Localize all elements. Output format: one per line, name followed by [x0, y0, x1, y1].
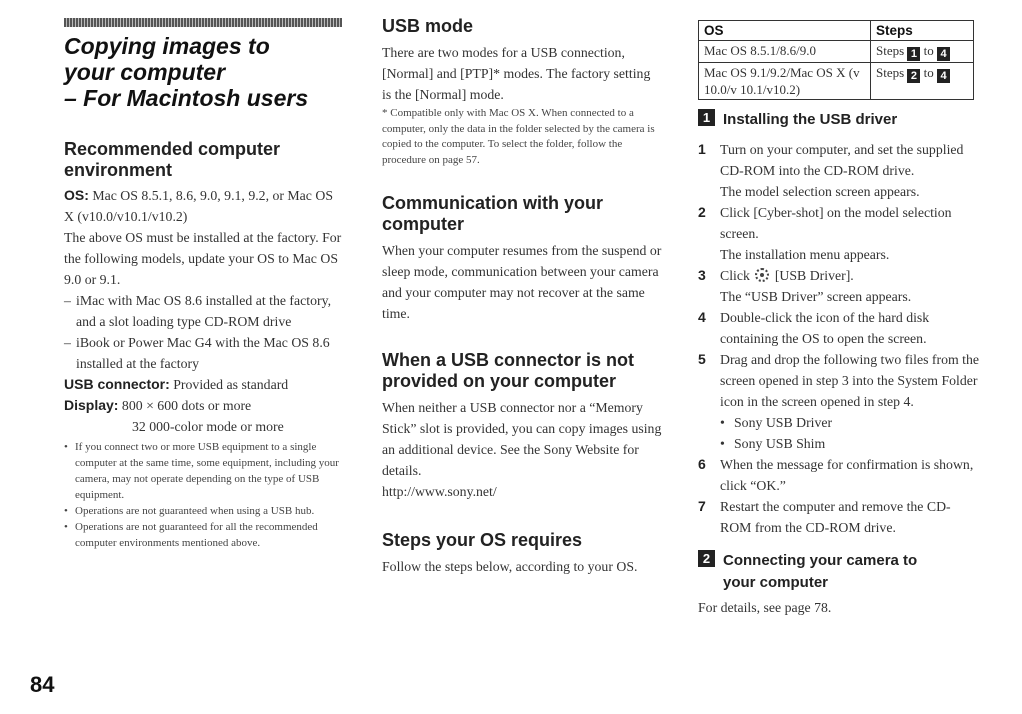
note-item [64, 439, 346, 503]
sony-website-url: http://www.sony.net/ [382, 483, 497, 499]
os-text: Mac OS 8.5.1, 8.6, 9.0, 9.1, 9.2, or Mac OS X (v10.0/v10.1/v10.2) [64, 188, 334, 224]
usb-mode-text: There are two modes for a USB connection, [Normal] and [PTP]* modes. The factory setting is the [Normal] mode. [382, 45, 651, 102]
display-label: Display: [64, 397, 119, 413]
section-title-line: your computer [723, 574, 829, 591]
to-word: to [923, 43, 934, 58]
usb-mode-heading: USB mode [382, 16, 474, 36]
bullet-marker: • [720, 415, 725, 430]
step-text: Drag and drop the following two files from the screen opened in step 3 into the System Folder icon in the screen opened in step 4. [720, 352, 980, 409]
step-text-post: [USB Driver]. [774, 268, 854, 283]
dash-marker: – [64, 293, 71, 308]
steps-word: Steps [876, 43, 905, 58]
step-result: The model selection screen appears. [720, 184, 920, 199]
heading-line: provided on your computer [382, 370, 617, 391]
step-number: 7 [698, 498, 706, 514]
dash-item [64, 332, 346, 374]
step-text [720, 265, 911, 286]
table-row [699, 63, 974, 100]
column-middle [382, 16, 662, 577]
file-name: Sony USB Shim [734, 436, 826, 451]
install-step [698, 454, 980, 496]
page-number: 84 [30, 672, 55, 697]
to-word: to [923, 65, 934, 80]
install-step [698, 496, 980, 538]
title-decoration-bar [64, 18, 342, 27]
dash-item [64, 290, 346, 332]
heading-line: computer [382, 213, 465, 234]
note-text: Operations are not guaranteed when using a USB hub. [75, 505, 315, 517]
install-step [698, 349, 980, 412]
heading-line: When a USB connector is not [382, 349, 635, 370]
communication-heading [382, 193, 662, 235]
usb-mode-note: * Compatible only with Mac OS X. When connected to a computer, only the data in the folder selected by the camera is copied to the computer. To select the folder, follow the procedure on page 57. [382, 107, 655, 167]
page-title [64, 33, 346, 111]
table-header-steps: Steps [871, 21, 974, 41]
column-left [64, 18, 346, 551]
step-number: 3 [698, 267, 706, 283]
step-number: 1 [698, 141, 706, 157]
steps-heading: Steps your OS requires [382, 529, 583, 550]
bullet-marker: • [720, 436, 725, 451]
step-text: Restart the computer and remove the CD-ROM from the CD-ROM drive. [720, 499, 951, 535]
step-result: The installation menu appears. [720, 247, 890, 262]
bullet-marker: • [64, 441, 68, 453]
step-number-badge: 1 [907, 47, 920, 61]
step-number-badge: 4 [937, 47, 950, 61]
note-item [64, 503, 346, 519]
file-list-item [698, 412, 980, 433]
section-title: Installing the USB driver [723, 111, 898, 128]
table-row [699, 41, 974, 63]
section-title-line: Connecting your camera to [723, 552, 918, 569]
os-steps-table [698, 20, 974, 100]
no-usb-connector-heading [382, 350, 662, 392]
communication-text: When your computer resumes from the suspend or sleep mode, communication between your camera and your computer may not recover at the same time. [382, 242, 662, 321]
usb-connector-label: USB connector: [64, 376, 170, 392]
install-steps [698, 139, 980, 538]
file-name: Sony USB Driver [734, 415, 833, 430]
usb-connector-requirement [64, 374, 346, 395]
install-step [698, 139, 980, 202]
step-number: 2 [698, 204, 706, 220]
step-number-badge: 4 [937, 69, 950, 83]
table-header-row [699, 21, 974, 41]
bullet-marker: • [64, 521, 68, 533]
step-result: The “USB Driver” screen appears. [720, 289, 912, 304]
step-number-badge: 2 [907, 69, 920, 83]
dash-item-text: iMac with Mac OS 8.6 installed at the factory, and a slot loading type CD-ROM drive [76, 293, 332, 329]
page-title-line: Copying images to [64, 33, 270, 59]
section-number-badge: 1 [698, 109, 715, 126]
note-text: If you connect two or more USB equipment to a single computer at the same time, some equipment, including your camera, may not operate depending on the type of USB equipment. [75, 441, 339, 501]
recommended-environment-heading [64, 139, 346, 181]
steps-text: Follow the steps below, according to your OS. [382, 558, 638, 574]
table-cell-os: Mac OS 9.1/9.2/Mac OS X (v 10.0/v 10.1/v10.2) [699, 63, 871, 100]
table-header-os: OS [699, 21, 871, 41]
install-step [698, 307, 980, 349]
table-cell-steps [871, 63, 974, 100]
display-requirement [64, 395, 346, 416]
note-text: Operations are not guaranteed for all the recommended computer environments mentioned above. [75, 521, 318, 549]
heading-line: environment [64, 160, 173, 180]
install-step [698, 265, 980, 307]
file-list-item [698, 433, 980, 454]
os-label: OS: [64, 187, 89, 203]
note-item [64, 519, 346, 551]
no-usb-connector-text: When neither a USB connector nor a “Memory Stick” slot is provided, you can copy images using an additional device. See the Sony Website for details. [382, 399, 662, 478]
step-number: 4 [698, 309, 706, 325]
column-right [698, 20, 980, 618]
heading-line: Communication with your [382, 192, 604, 213]
table-cell-os: Mac OS 8.5.1/8.6/9.0 [699, 41, 871, 63]
os-requirement [64, 185, 346, 227]
connecting-camera-text: For details, see page 78. [698, 600, 832, 615]
steps-word: Steps [876, 65, 905, 80]
section-installing-usb-driver [698, 109, 980, 131]
heading-line: Recommended computer [64, 139, 281, 159]
install-step [698, 202, 980, 265]
step-text: Turn on your computer, and set the supplied CD-ROM into the CD-ROM drive. [720, 142, 964, 178]
dash-marker: – [64, 335, 71, 350]
section-number-badge: 2 [698, 550, 715, 567]
bullet-marker: • [64, 505, 68, 517]
step-number: 6 [698, 456, 706, 472]
table-cell-steps [871, 41, 974, 63]
step-text: Double-click the icon of the hard disk containing the OS to open the screen. [720, 310, 930, 346]
step-text: Click [Cyber-shot] on the model selection screen. [720, 205, 952, 241]
page-title-line: your computer [64, 59, 226, 85]
step-number: 5 [698, 351, 706, 367]
section-connecting-camera [698, 550, 980, 594]
display-text-2: 32 000-color mode or more [132, 419, 284, 434]
step-text-pre: Click [720, 268, 750, 283]
usb-connector-text: Provided as standard [173, 377, 289, 392]
step-text: When the message for confirmation is shown, click “OK.” [720, 457, 974, 493]
dash-item-text: iBook or Power Mac G4 with the Mac OS 8.6 installed at the factory [76, 335, 330, 371]
page-title-line: – For Macintosh users [64, 85, 309, 111]
display-text: 800 × 600 dots or more [121, 398, 252, 413]
os-note: The above OS must be installed at the factory. For the following models, update your OS to Mac OS 9.0 or 9.1. [64, 230, 342, 287]
cd-rom-gear-icon [755, 268, 769, 282]
